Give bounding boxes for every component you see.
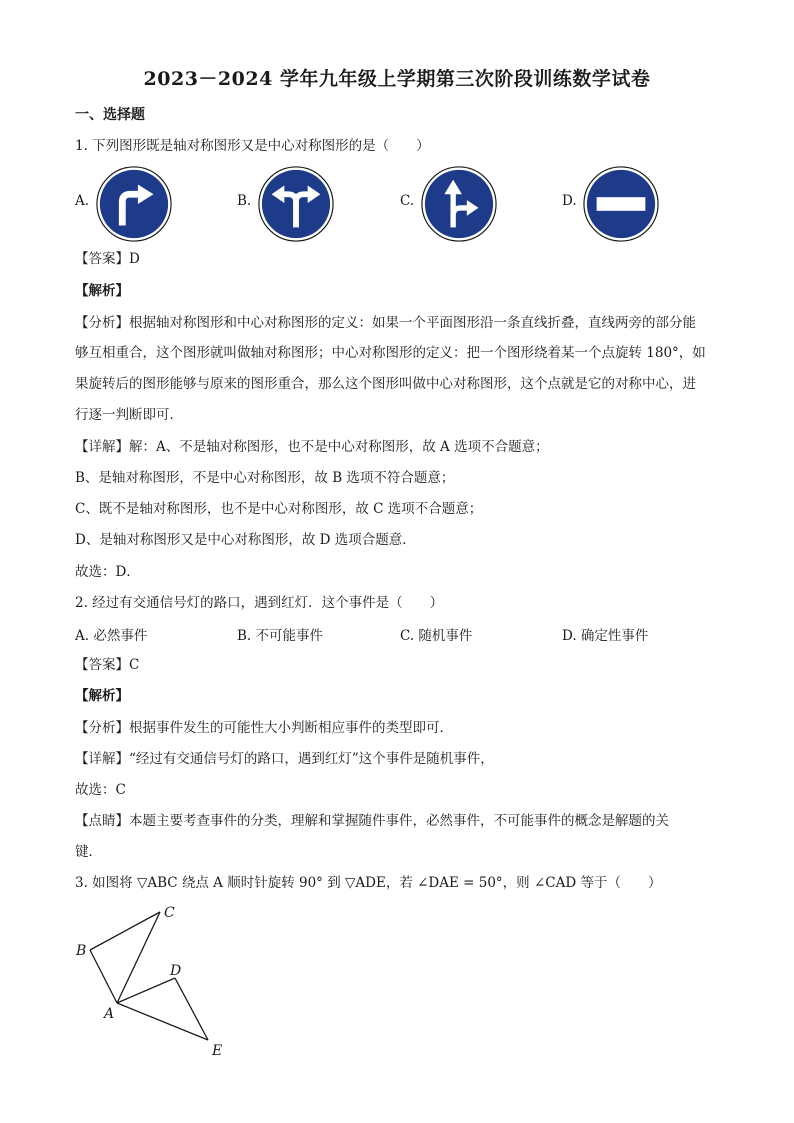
q2-choice-b: B. 不可能事件 [237, 628, 324, 644]
rotation-figure [70, 900, 240, 1065]
q2-choice-a: A. 必然事件 [75, 628, 148, 644]
q1-line-5: 【详解】解：A、不是轴对称图形，也不是中心对称图形，故 A 选项不合题意； [75, 439, 549, 455]
q1-option-c-label: C. [400, 193, 415, 209]
segment-ad [117, 978, 175, 1003]
q1-line-1: 【分析】根据轴对称图形和中心对称图形的定义：如果一个平面图形沿一条直线折叠，直线两旁的部分能 [75, 315, 696, 331]
point-label-c: C [164, 905, 175, 921]
point-label-b: B [76, 943, 87, 959]
q2-stem: 2. 经过有交通信号灯的路口，遇到红灯．这个事件是（ ） [75, 595, 444, 611]
q1-line-9: 故选：D． [75, 564, 140, 580]
left-right-turn-sign-icon [257, 165, 335, 243]
q1-line-3: 果旋转后的图形能够与原来的图形重合，那么这个图形叫做中心对称图形，这个点就是它的对称中心，进 [75, 376, 696, 392]
q1-line-2: 够互相重合，这个图形就叫做轴对称图形；中心对称图形的定义：把一个图形绕着某一个点旋转 180°，如 [75, 345, 706, 361]
page-title: 2023－2024 学年九年级上学期第三次阶段训练数学试卷 [143, 68, 651, 90]
q2-analysis-heading: 【解析】 [75, 688, 129, 704]
q1-stem: 1. 下列图形既是轴对称图形又是中心对称图形的是（ ） [75, 138, 430, 154]
turn-right-sign-icon [95, 165, 173, 243]
segment-ab [90, 950, 117, 1003]
q2-answer: 【答案】C [75, 657, 140, 673]
point-label-e: E [212, 1043, 223, 1059]
q2-choice-d: D. 确定性事件 [562, 628, 649, 644]
section-heading: 一、选择题 [75, 107, 145, 123]
q2-line-2: 【详解】“经过有交通信号灯的路口，遇到红灯”这个事件是随机事件， [75, 751, 494, 767]
q2-line-1: 【分析】根据事件发生的可能性大小判断相应事件的类型即可． [75, 720, 453, 736]
point-label-a: A [104, 1006, 115, 1022]
q1-option-d-label: D. [562, 193, 577, 209]
q1-option-a-label: A. [75, 193, 90, 209]
segment-ae [117, 1003, 208, 1040]
segment-ac [117, 912, 160, 1003]
q1-line-8: D、是轴对称图形又是中心对称图形，故 D 选项合题意． [75, 532, 416, 548]
q2-line-5: 键． [75, 844, 102, 860]
no-entry-sign-icon [582, 165, 660, 243]
q3-stem: 3. 如图将 ▽ABC 绕点 A 顺时针旋转 90° 到 ▽ADE，若 ∠DAE = 50°，则 ∠CAD 等于（ ） [75, 875, 662, 891]
q2-line-4: 【点睛】本题主要考查事件的分类，理解和掌握随件事件，必然事件，不可能事件的概念是解题的关 [75, 813, 669, 829]
segment-bc [90, 912, 160, 950]
q1-answer: 【答案】D [75, 251, 140, 267]
q2-line-3: 故选：C [75, 782, 126, 798]
straight-or-right-sign-icon [420, 165, 498, 243]
q1-analysis-heading: 【解析】 [75, 283, 129, 299]
q1-line-4: 行逐一判断即可． [75, 407, 183, 423]
q1-line-7: C、既不是轴对称图形，也不是中心对称图形，故 C 选项不合题意； [75, 501, 483, 517]
q1-option-b-label: B. [237, 193, 252, 209]
segment-de [175, 978, 208, 1040]
q1-line-6: B、是轴对称图形，不是中心对称图形，故 B 选项不符合题意； [75, 470, 455, 486]
q2-choice-c: C. 随机事件 [400, 628, 473, 644]
point-label-d: D [170, 963, 182, 979]
